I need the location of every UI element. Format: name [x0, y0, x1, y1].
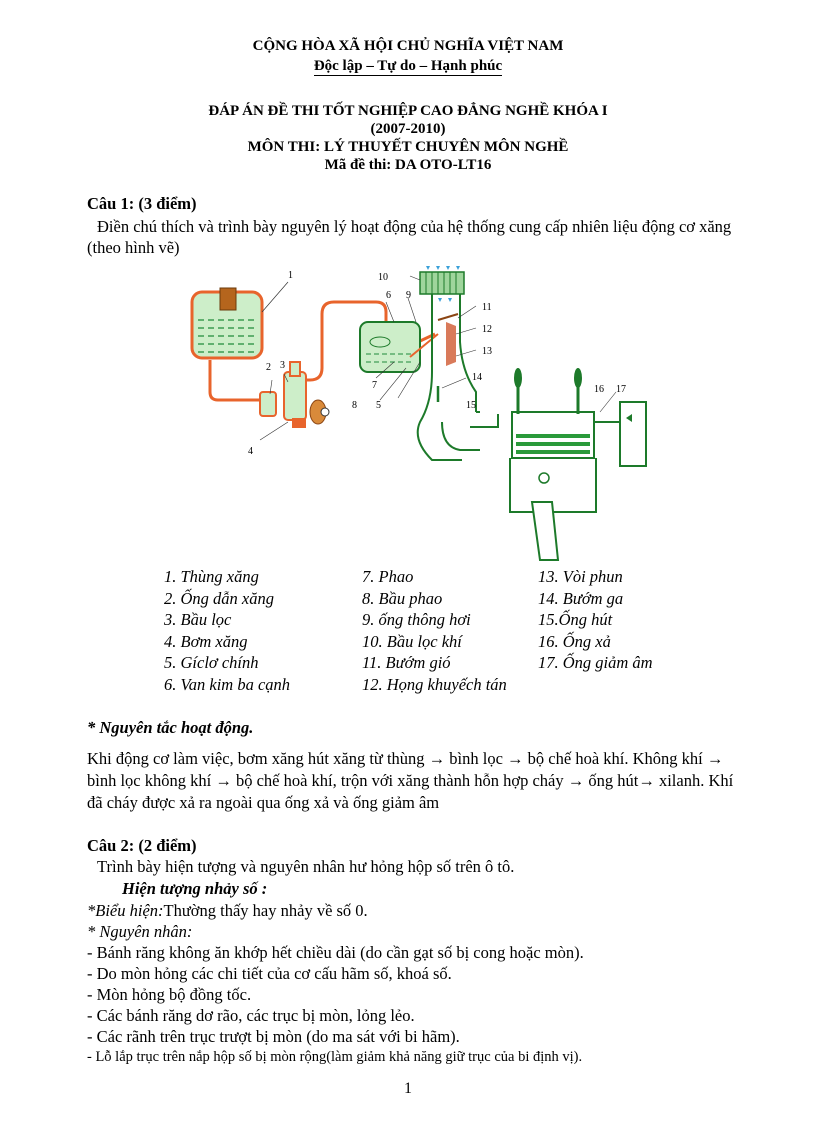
legend-item: 10. Bầu lọc khí: [362, 631, 462, 651]
motto-underlined: Độc lập – Tự do – Hạnh phúc: [313, 58, 503, 74]
national-motto-line2: [0, 58, 816, 75]
fuel-system-diagram: [180, 262, 660, 562]
diagram-label: 9: [406, 290, 411, 301]
diagram-label: 3: [280, 360, 285, 371]
exam-code: Mã đề thi: DA OTO-LT16: [324, 157, 492, 173]
legend-item: 6. Van kim ba cạnh: [164, 674, 291, 694]
diagram-label: 12: [482, 324, 492, 335]
diagram-label: 5: [376, 400, 381, 411]
symptom-label: *Biểu hiện:: [87, 901, 164, 920]
diagram-label: 8: [352, 400, 357, 411]
legend-item: 8. Bầu phao: [362, 588, 443, 608]
legend-column-2: [362, 566, 507, 695]
page-number: 1: [404, 1080, 412, 1097]
diagram-label: 17: [616, 384, 626, 395]
legend-column-1: [164, 566, 290, 695]
legend-item: 1. Thùng xăng: [164, 567, 259, 586]
diagram-label: 13: [482, 346, 492, 357]
question2-answer: [87, 900, 757, 1068]
question2-heading: Câu 2: (2 điểm): [87, 836, 197, 855]
diagram-label: 16: [594, 384, 604, 395]
cause-item: - Các rãnh trên trục trượt bị mòn (do ma sát với bi hãm).: [87, 1027, 460, 1046]
diagram-label: 14: [472, 372, 482, 383]
principle-heading: * Nguyên tắc hoạt động.: [87, 718, 254, 737]
diagram-label: 6: [386, 290, 391, 301]
intake-manifold: [470, 414, 498, 427]
legend-item: 16. Ống xả: [538, 631, 611, 651]
engine-cylinder: [510, 368, 596, 560]
principle-paragraph: Khi động cơ làm việc, bơm xăng hút xăng từ thùng → bình lọc → bộ chế hoà khí. Không khí → bình lọc không khí → bộ chế hoà khí, trộn với xăng thành hỗn hợp cháy → ống hút→ xilanh. Khí đã cháy được xả ra ngoài qua ống xả và ống giảm âm: [87, 749, 734, 812]
cause-item: - Do mòn hỏng các chi tiết của cơ cấu hãm số, khoá số.: [87, 964, 452, 983]
legend-item: 3. Bầu lọc: [164, 610, 232, 629]
legend-item: 5. Gíclơ chính: [164, 653, 259, 672]
cause-item: - Các bánh răng dơ rão, các trục bị mòn, lỏng lẻo.: [87, 1006, 415, 1025]
legend-item: 13. Vòi phun: [538, 567, 623, 586]
legend-item: 17. Ống giảm âm: [538, 653, 653, 672]
symptom-text: Thường thấy hay nhảy về số 0.: [163, 901, 368, 920]
diagram-label: 15: [466, 400, 476, 411]
exam-title: ĐÁP ÁN ĐỀ THI TỐT NGHIỆP CAO ĐẲNG NGHỀ KHÓA I: [208, 103, 608, 119]
float-chamber: [360, 322, 438, 372]
cause-item: - Mòn hỏng bộ đồng tốc.: [87, 985, 252, 1004]
fuel-tank: [192, 282, 288, 358]
legend-column-3: [538, 566, 653, 674]
diagram-label: 11: [482, 302, 492, 313]
question1-prompt: Điền chú thích và trình bày nguyên lý hoạt động của hệ thống cung cấp nhiên liệu động cơ xăng (theo hình vẽ): [87, 217, 732, 257]
exam-subject: MÔN THI: LÝ THUYẾT CHUYÊN MÔN NGHỀ: [247, 139, 569, 155]
diagram-label: 10: [378, 272, 388, 283]
diagram-label: 7: [372, 380, 377, 391]
question1-heading: Câu 1: (3 điểm): [87, 194, 197, 213]
legend-item: 12. Họng khuyếch tán: [362, 674, 507, 694]
legend-item: 14. Bướm ga: [538, 588, 624, 608]
diagram-label: 4: [248, 446, 253, 457]
fuel-filter: [260, 392, 276, 416]
legend-item: 15.Ống hút: [538, 610, 613, 629]
question2-prompt: Trình bày hiện tượng và nguyên nhân hư hỏng hộp số trên ô tô.: [97, 857, 515, 876]
legend-item: 2. Ống dẫn xăng: [164, 588, 274, 608]
legend-item: 4. Bơm xăng: [164, 631, 248, 651]
cause-item: - Bánh răng không ăn khớp hết chiều dài (do cần gạt số bị cong hoặc mòn).: [87, 943, 584, 962]
national-motto-line1: CỘNG HÒA XÃ HỘI CHỦ NGHĨA VIỆT NAM: [252, 38, 564, 54]
cause-label: * Nguyên nhân:: [87, 922, 193, 941]
legend-item: 11. Bướm gió: [362, 653, 451, 672]
venturi: [438, 314, 458, 402]
exhaust-muffler: [594, 402, 646, 466]
legend-item: 9. ống thông hơi: [362, 610, 471, 629]
air-filter: [420, 266, 464, 302]
diagram-label: 1: [288, 270, 293, 281]
diagram-label: 2: [266, 362, 271, 373]
exam-years: (2007-2010): [370, 121, 446, 137]
symptom-line: [87, 900, 757, 921]
legend-item: 7. Phao: [362, 567, 414, 586]
question2-subheading: Hiện tượng nhảy số :: [122, 879, 268, 898]
cause-item-last: - Lỗ lắp trục trên nắp hộp số bị mòn rộng(làm giảm khả năng giữ trục của bi định vị).: [87, 1049, 583, 1065]
